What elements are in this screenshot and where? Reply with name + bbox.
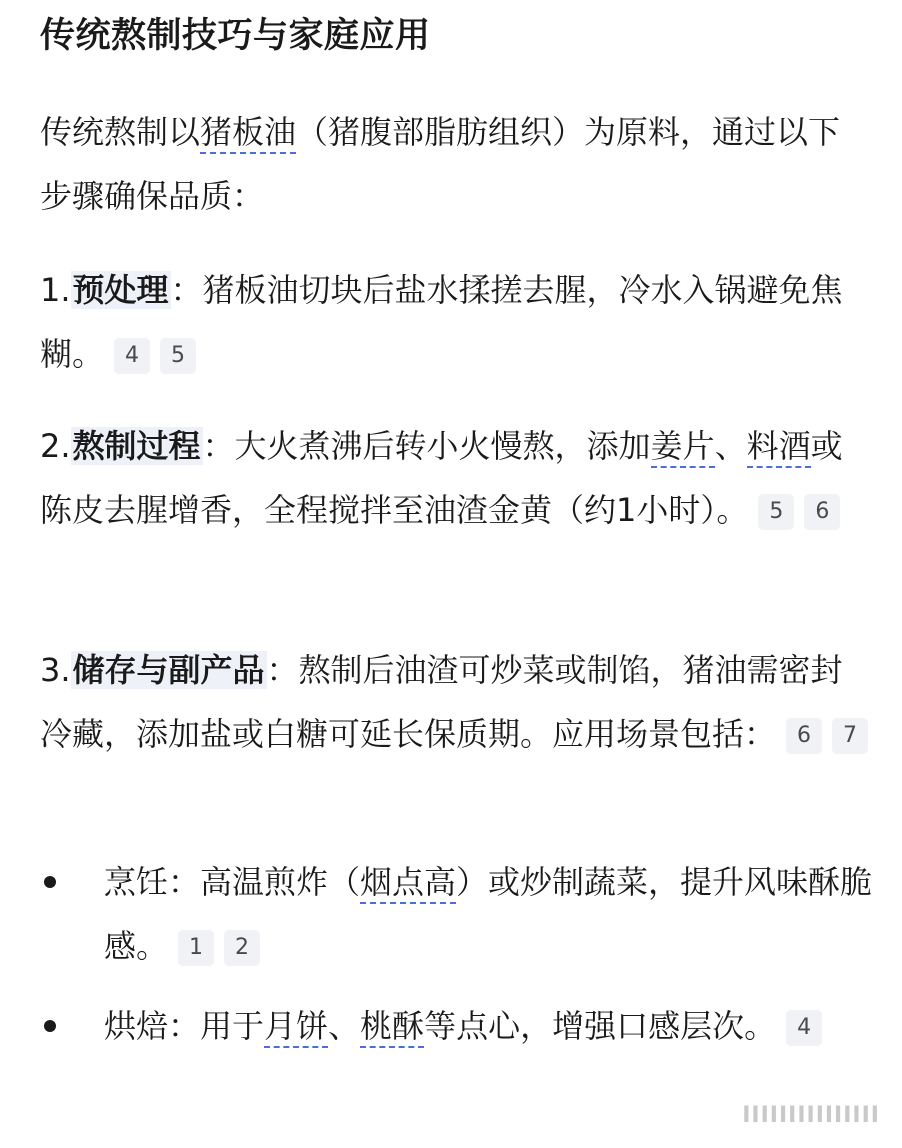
step-text: 或陈皮去腥增香，全程搅拌至油渣金黄（约1小时） <box>40 427 843 529</box>
bullet-dot-icon <box>44 1020 56 1032</box>
step-end: 。 <box>716 491 749 529</box>
bullet-text: 烹饪：高温煎炸（ <box>104 863 361 901</box>
intro-paragraph <box>40 100 870 228</box>
step-2 <box>40 414 870 542</box>
step-text: ：猪板油切块后盐水揉搓去腥，冷水入锅避免焦糊 <box>40 271 843 373</box>
term-link-smoke-point[interactable]: 烟点高 <box>360 863 456 904</box>
bullet-text: ）或炒制蔬菜，提升风味酥脆感 <box>104 863 873 965</box>
term-link-walnut-cookie[interactable]: 桃酥 <box>360 1007 424 1048</box>
term-link-cooking-wine[interactable]: 料酒 <box>747 427 811 468</box>
step-label: 储存与副产品 <box>72 651 265 689</box>
step-label: 熬制过程 <box>72 427 201 465</box>
citation-badge[interactable]: 6 <box>804 494 840 530</box>
bullet-dot-icon <box>44 876 56 888</box>
citation-badge[interactable]: 4 <box>114 338 150 374</box>
step-label: 预处理 <box>72 271 169 309</box>
bullet-end: 。 <box>744 1007 777 1045</box>
step-number: 2. <box>40 427 71 465</box>
step-text: ：大火煮沸后转小火慢熬，添加 <box>202 427 651 465</box>
bullet-item-baking <box>104 994 894 1058</box>
citation-badge[interactable]: 7 <box>832 718 868 754</box>
citation-badge[interactable]: 1 <box>178 930 214 966</box>
term-link-mooncake[interactable]: 月饼 <box>264 1007 328 1048</box>
citation-badge[interactable]: 6 <box>786 718 822 754</box>
bullet-end: 。 <box>136 927 169 965</box>
step-end: 。 <box>72 335 105 373</box>
bullet-text: 、 <box>328 1007 361 1045</box>
step-number: 1. <box>40 271 71 309</box>
watermark: IIIIIIIIIIIIIII <box>742 1103 880 1128</box>
bullet-text: 等点心，增强口感层次 <box>424 1007 745 1045</box>
bullet-item-cooking <box>104 850 894 978</box>
step-end: 。应用场景包括： <box>520 715 777 753</box>
page-title: 传统熬制技巧与家庭应用 <box>40 16 431 56</box>
step-number: 3. <box>40 651 71 689</box>
step-text: ：熬制后油渣可炒菜或制馅，猪油需密封冷藏，添加盐或白糖可延长保质期 <box>40 651 843 753</box>
step-3 <box>40 638 870 766</box>
citation-badge[interactable]: 4 <box>786 1010 822 1046</box>
step-text: 、 <box>714 427 747 465</box>
citation-badge[interactable]: 2 <box>224 930 260 966</box>
term-link-lard[interactable]: 猪板油 <box>200 113 296 154</box>
citation-badge[interactable]: 5 <box>758 494 794 530</box>
intro-text: （猪腹部脂肪组织）为原料，通过以下步骤确保品质： <box>40 113 841 215</box>
term-link-ginger[interactable]: 姜片 <box>651 427 715 468</box>
citation-badge[interactable]: 5 <box>160 338 196 374</box>
intro-text: 传统熬制以 <box>40 113 201 151</box>
bullet-text: 烘焙：用于 <box>104 1007 265 1045</box>
step-1 <box>40 258 870 386</box>
